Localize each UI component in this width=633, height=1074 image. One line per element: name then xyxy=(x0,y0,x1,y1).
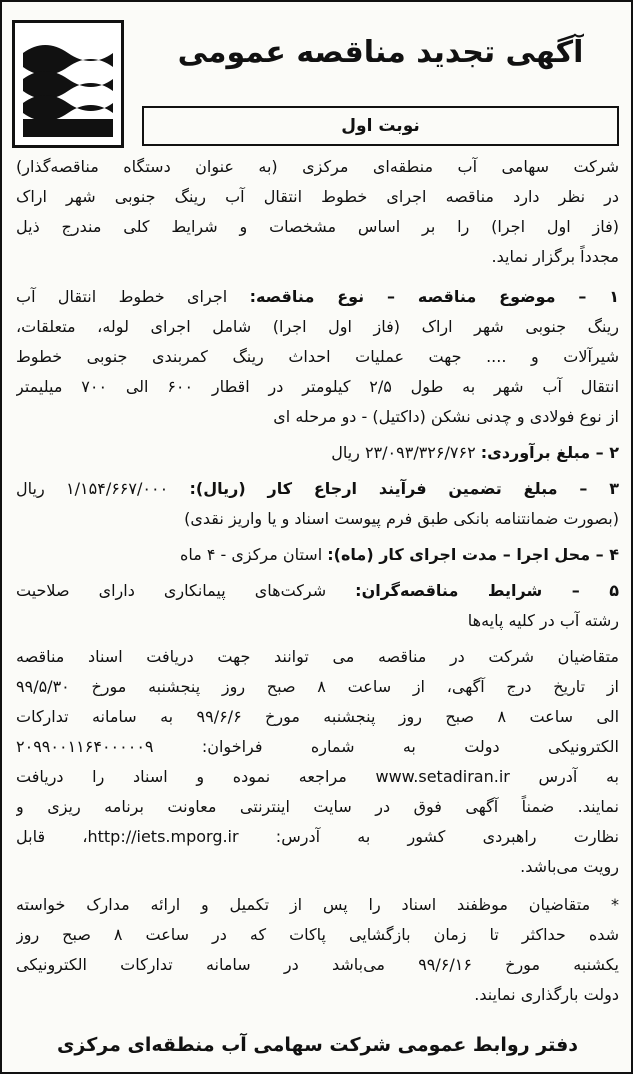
item-conditions-value: شرکت‌های پیمانکاری دارای صلاحیت xyxy=(16,581,327,600)
item-guarantee xyxy=(16,474,619,504)
water-waves-icon xyxy=(15,23,121,145)
notice-title: آگهی تجدید مناقصه عمومی xyxy=(177,35,584,70)
footer-signature: دفتر روابط عمومی شرکت سهامی آب منطقه‌ای مرکزی xyxy=(56,1034,579,1056)
note-line: شده حداکثر تا زمان بازگشایی پاکات که در ساعت ۸ صبح روز xyxy=(16,925,619,944)
item-subject-value: اجرای خطوط انتقال آب xyxy=(16,287,228,306)
body-line: به آدرس www.setadiran.ir مراجعه نموده و اسناد را دریافت xyxy=(16,767,619,786)
item-estimate xyxy=(16,438,619,468)
item-subject-label: ۱ – موضوع مناقصه – نوع مناقصه: xyxy=(249,287,619,306)
body-line: نمایند. ضمناً آگهی فوق در سایت اینترنتی معاونت برنامه ریزی و xyxy=(16,797,619,816)
round-label: نوبت اول xyxy=(142,106,619,146)
intro-line: (فاز اول اجرا) را بر اساس مشخصات و شرایط کلی مندرج ذیل xyxy=(16,217,619,236)
item-subject-line: شیرآلات و .... جهت عملیات احداث رینگ کمربندی جنوبی خطوط xyxy=(16,347,619,366)
note-line: * متقاضیان موظفند اسناد را پس از تکمیل و ارائه مدارک خواسته xyxy=(16,895,619,914)
item-subject-line: انتقال آب شهر به طول ۲/۵ کیلومتر در اقطار ۶۰۰ الی ۷۰۰ میلیمتر xyxy=(16,377,619,396)
water-company-logo xyxy=(12,20,124,148)
intro-line: در نظر دارد مناقصه اجرای خطوط انتقال آب رینگ جنوبی شهر اراک xyxy=(16,187,619,206)
intro-line: مجدداً برگزار نماید. xyxy=(491,247,619,266)
item-conditions-line: رشته آب در کلیه پایه‌ها xyxy=(467,611,619,630)
note-line: یکشنبه مورخ ۹۹/۶/۱۶ می‌باشد در سامانه تدارکات الکترونیکی xyxy=(16,955,619,974)
note-line: دولت بارگذاری نمایند. xyxy=(474,985,619,1004)
body-line: رویت می‌باشد. xyxy=(520,857,619,876)
body-line: الکترونیکی دولت به شماره فراخوان: ۲۰۹۹۰۰۱۱۶۴۰۰۰۰۰۹ xyxy=(16,737,619,756)
item-location-value: استان مرکزی - ۴ ماه xyxy=(179,545,323,564)
item-conditions-label: ۵ – شرایط مناقصه‌گران: xyxy=(355,581,619,600)
item-guarantee-line: (بصورت ضمانتنامه بانکی طبق فرم پیوست اسناد و یا واریز نقدی) xyxy=(184,509,619,528)
body-line: نظارت راهبردی کشور به آدرس: http://iets.mporg.ir، قابل xyxy=(16,827,619,846)
intro-line: شرکت سهامی آب منطقه‌ای مرکزی (به عنوان دستگاه مناقصه‌گذار) xyxy=(16,157,619,176)
item-location xyxy=(16,540,619,570)
item-subject xyxy=(16,282,619,312)
item-location-label: ۴ – محل اجرا – مدت اجرای کار (ماه): xyxy=(327,545,619,564)
item-subject-line: از نوع فولادی و چدنی نشکن (داکتیل) - دو مرحله ای xyxy=(273,407,619,426)
item-subject-line: رینگ جنوبی شهر اراک (فاز اول اجرا) شامل اجرای لوله، متعلقات، xyxy=(16,317,619,336)
body-line: الی ساعت ۸ صبح روز پنجشنبه مورخ ۹۹/۶/۶ به سامانه تدارکات xyxy=(16,707,619,726)
item-conditions xyxy=(16,576,619,606)
item-estimate-label: ۲ – مبلغ برآوردی: xyxy=(480,443,619,462)
item-estimate-value: ۲۳/۰۹۳/۳۲۶/۷۶۲ ریال xyxy=(331,443,476,462)
body-line: متقاضیان شرکت در مناقصه می توانند جهت دریافت اسناد مناقصه xyxy=(16,647,619,666)
item-guarantee-label: ۳ – مبلغ تضمین فرآیند ارجاع کار (ریال): xyxy=(189,479,619,498)
item-guarantee-value: ۱/۱۵۴/۶۶۷/۰۰۰ ریال xyxy=(16,479,169,498)
body-line: از تاریخ درج آگهی، از ساعت ۸ صبح روز پنجشنبه مورخ ۹۹/۵/۳۰ xyxy=(16,677,619,696)
